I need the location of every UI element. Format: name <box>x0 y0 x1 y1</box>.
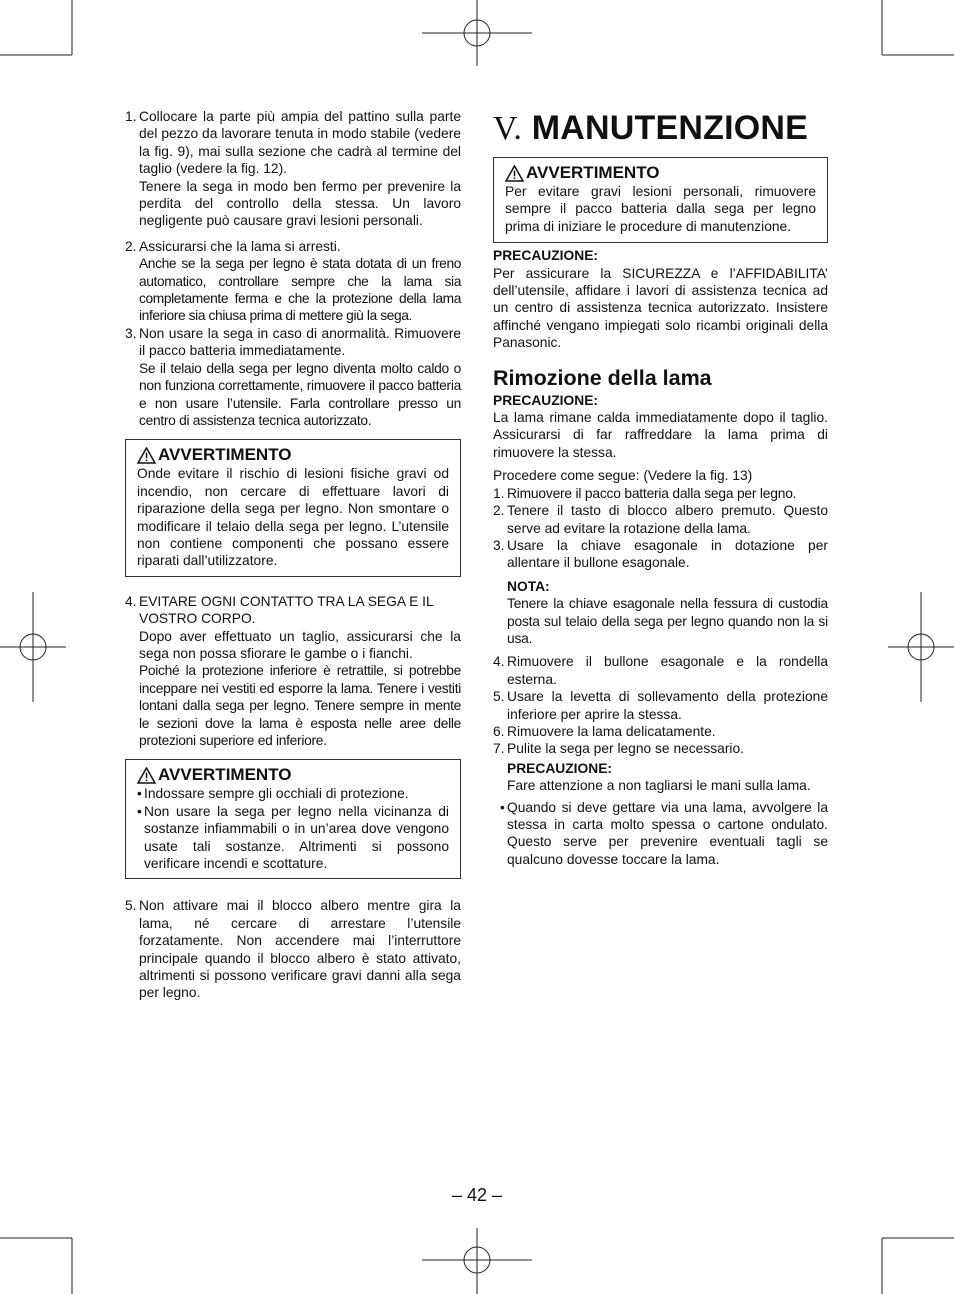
warning-triangle-icon <box>137 447 156 464</box>
warning-text: Per evitare gravi lesioni personali, rimuovere sempre il pacco batteria dalla sega per legno prima di iniziare le procedure di manutenzione. <box>505 184 816 234</box>
precaution-label: PRECAUZIONE: <box>493 248 599 264</box>
final-precaution: PRECAUZIONE: Fare attenzione a non tagliarsi le mani sulla lama. <box>507 760 811 794</box>
warning-triangle-icon <box>137 767 156 784</box>
section-heading: V. MANUTENZIONE <box>493 109 809 147</box>
list-item: 2. Assicurarsi che la lama si arresti. Anche se la sega per legno è stata dotata di un freno automatico, controllare sempre che la lama sia completamente ferma e che la protezione della lama inferiore sia chiusa prima di mettere giù la sega. <box>125 238 461 324</box>
warning-box <box>125 759 461 879</box>
right-column <box>493 108 828 868</box>
warning-triangle-icon <box>505 165 524 182</box>
page-number: – 42 – <box>451 1185 503 1205</box>
note-block: NOTA: Tenere la chiave esagonale nella fessura di custodia posta sul telaio della sega per legno quando non la si usa. <box>507 578 828 646</box>
warning-title: AVVERTIMENTO <box>158 445 292 465</box>
list-item: 3. Non usare la sega in caso di anormalità. Rimuovere il pacco batteria immediatamente. Se il telaio della sega per legno diventa molto caldo o non funziona correttamente, rimuovere il pacco batteria e non usare l’utensile. Farla controllare presso un centro di assistenza tecnica autorizzato. <box>125 325 461 428</box>
precaution-label: PRECAUZIONE: <box>493 392 599 408</box>
warning-box <box>125 439 461 576</box>
step-item: 1. Rimuovere il pacco batteria dalla sega per legno. <box>493 485 797 501</box>
step-item: 7. Pulite la sega per legno se necessario. <box>493 741 744 757</box>
warning-bullet: • Non usare la sega per legno nella vicinanza di sostanze infiammabili o in un’area dove vengono usate tali sostanze. Altrimenti si possono verificare incendi e scottature. <box>137 803 449 872</box>
step-item: 3. Usare la chiave esagonale in dotazione per allentare il bullone esagonale. <box>493 537 828 571</box>
list-item: 4. EVITARE OGNI CONTATTO TRA LA SEGA E IL VOSTRO CORPO. Dopo aver effettuato un taglio, assicurarsi che la sega non possa sfiorare le gambe o i fianchi. Poiché la protezione inferiore è retrattile, si potrebbe inceppare nei vestiti ed esporre la lama. Tenere i vestiti lontani dalla sega per legno. Tenere sempre in mente le sezioni dove la lama è esposta nelle aree delle protezioni superiore ed inferiore. <box>125 593 461 748</box>
precaution-text: La lama rimane calda immediatamente dopo il taglio. Assicurarsi di far raffreddare la lama prima di rimuovere la stessa. <box>493 410 828 460</box>
final-bullet: • Quando si deve gettare via una lama, avvolgere la stessa in carta molto spessa o cartone ondulato. Questo serve per prevenire eventuali tagli se qualcuno dovesse toccare la lama. <box>500 799 828 867</box>
warning-box <box>493 157 828 243</box>
step-item: 4. Rimuovere il bullone esagonale e la rondella esterna. <box>493 654 828 687</box>
warning-text: Onde evitare il rischio di lesioni fisiche gravi od incendio, non cercare di effettuare lavori di riparazione della sega per legno. Non smontare o modificare il telaio della sega per legno. L’utensile non contiene componenti che possano essere riparati dall’utilizzatore. <box>137 466 449 569</box>
list-item: 1. Collocare la parte più ampia del pattino sulla parte del pezzo da lavorare tenuta in modo stabile (vedere la fig. 9), mai sulla sezione che cadrà al termine del taglio (vedere la fig. 12). Tenere la sega in modo ben fermo per prevenire la perdita del controllo della stessa. Un lavoro negligente può causare gravi lesioni personali. <box>125 109 461 229</box>
step-item: 2. Tenere il tasto di blocco albero premuto. Questo serve ad evitare la rotazione della lama. <box>493 503 828 536</box>
warning-bullet: • Indossare sempre gli occhiali di protezione. <box>137 786 409 802</box>
subsection-title: Rimozione della lama <box>493 365 712 390</box>
list-item: 5. Non attivare mai il blocco albero mentre gira la lama, né cercare di arrestare l’utensile forzatamente. Non accendere mai l’interruttore principale quando il blocco albero è stato attivato, altrimenti si possono verificare gravi danni alla sega per legno. <box>125 898 461 1001</box>
warning-title: AVVERTIMENTO <box>526 163 660 182</box>
step-item: 6. Rimuovere la lama delicatamente. <box>493 723 716 739</box>
procedure-intro: Procedere come segue: (Vedere la fig. 13) <box>493 468 753 484</box>
precaution-text: Per assicurare la SICUREZZA e l’AFFIDABILITA’ dell’utensile, affidare i lavori di assistenza tecnica ad un centro di assistenza tecnica autorizzato. Insistere affinché vengano impiegati solo ricambi originali della Panasonic. <box>493 265 828 351</box>
left-column <box>125 108 461 1002</box>
step-item: 5. Usare la levetta di sollevamento della protezione inferiore per aprire la stessa. <box>493 689 828 722</box>
warning-title: AVVERTIMENTO <box>158 765 292 785</box>
